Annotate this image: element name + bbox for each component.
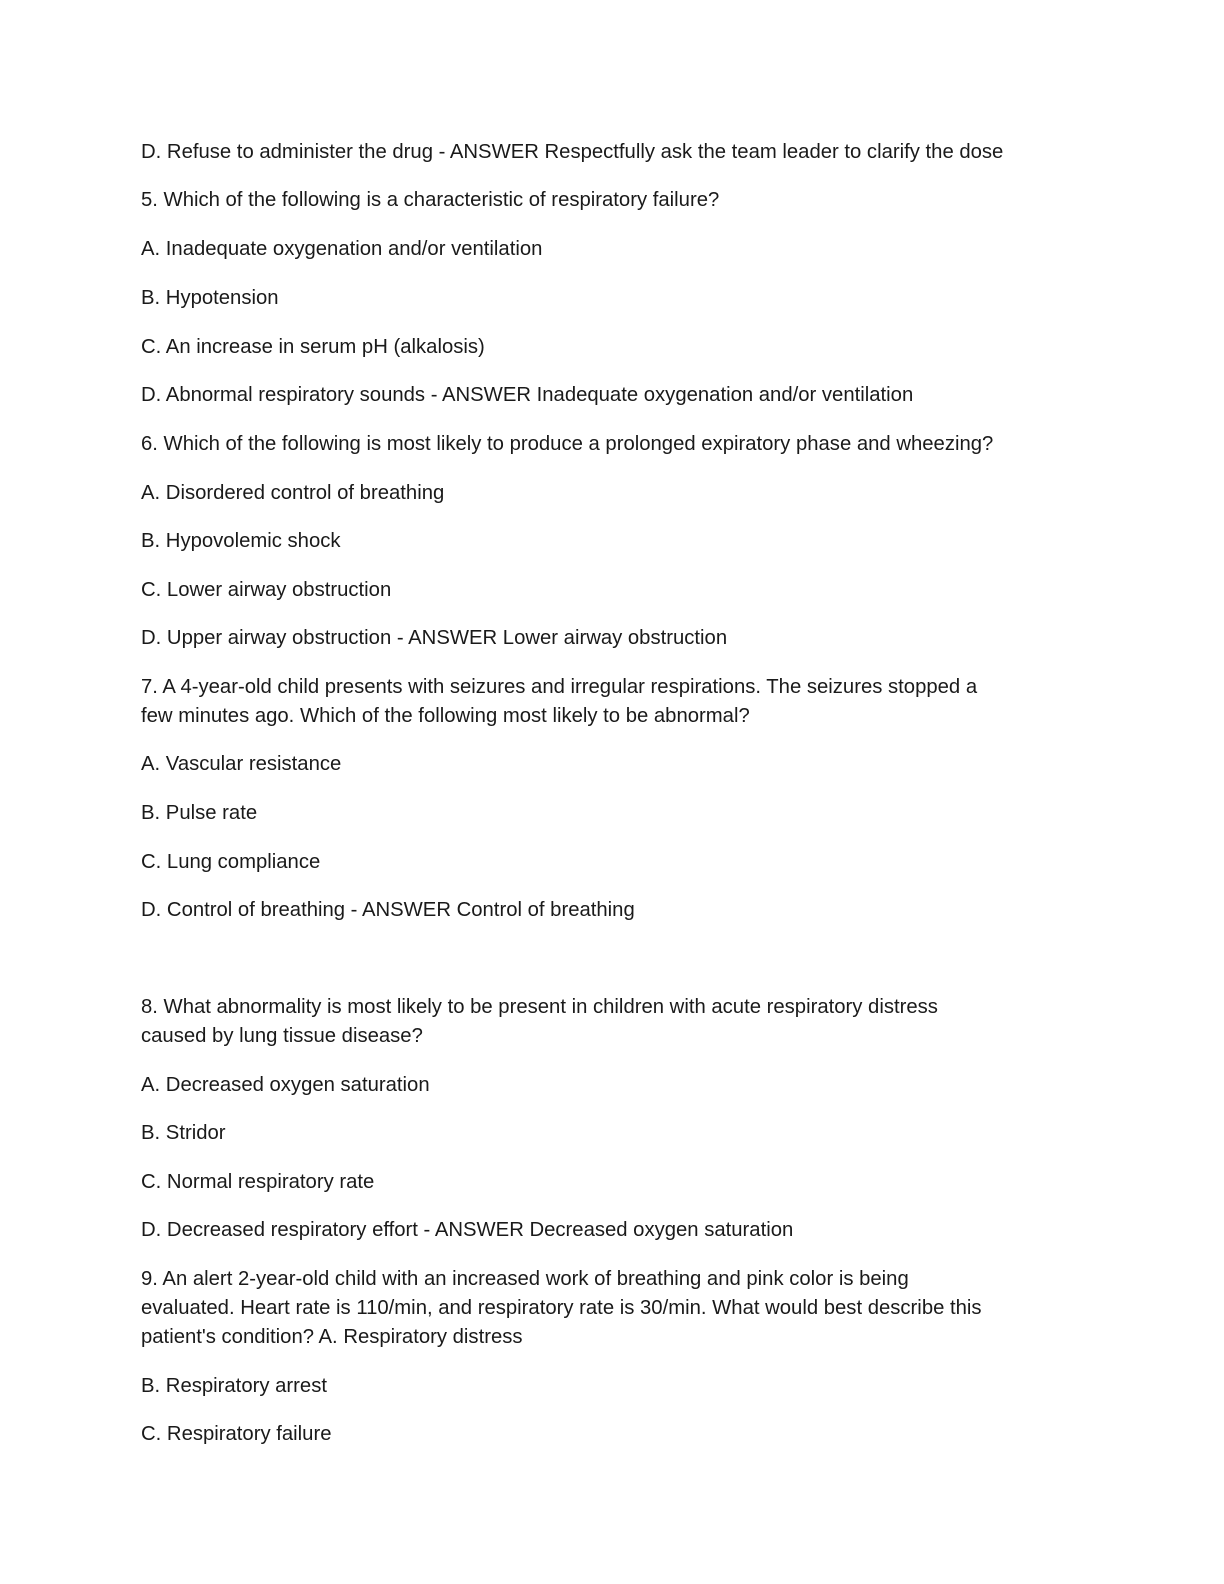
q5-option-a: A. Inadequate oxygenation and/or ventilation — [141, 238, 543, 260]
q9-question-line-3: patient's condition? A. Respiratory distress — [141, 1326, 523, 1348]
q6-option-a: A. Disordered control of breathing — [141, 482, 445, 504]
q9-question-line-2: evaluated. Heart rate is 110/min, and respiratory rate is 30/min. What would best describe this — [141, 1297, 982, 1319]
q7-option-c: C. Lung compliance — [141, 851, 321, 873]
q5-option-d-answer: D. Abnormal respiratory sounds - ANSWER Inadequate oxygenation and/or ventilation — [141, 384, 914, 406]
q9-option-b: B. Respiratory arrest — [141, 1375, 327, 1397]
q9-question-line-1: 9. An alert 2-year-old child with an increased work of breathing and pink color is being — [141, 1268, 909, 1290]
q8-option-c: C. Normal respiratory rate — [141, 1171, 375, 1193]
q5-option-c: C. An increase in serum pH (alkalosis) — [141, 336, 485, 358]
q7-option-a: A. Vascular resistance — [141, 753, 342, 775]
q5-question: 5. Which of the following is a characteristic of respiratory failure? — [141, 189, 720, 211]
q8-option-a: A. Decreased oxygen saturation — [141, 1074, 430, 1096]
q7-option-b: B. Pulse rate — [141, 802, 258, 824]
q6-option-b: B. Hypovolemic shock — [141, 530, 341, 552]
q6-option-c: C. Lower airway obstruction — [141, 579, 392, 601]
q6-question: 6. Which of the following is most likely to produce a prolonged expiratory phase and wheezing? — [141, 433, 994, 455]
q8-question-line-1: 8. What abnormality is most likely to be present in children with acute respiratory distress — [141, 996, 938, 1018]
q9-option-c: C. Respiratory failure — [141, 1423, 332, 1445]
q7-option-d-answer: D. Control of breathing - ANSWER Control of breathing — [141, 899, 635, 921]
q4-option-d-answer: D. Refuse to administer the drug - ANSWER Respectfully ask the team leader to clarify the dose — [141, 141, 1004, 163]
q8-option-d-answer: D. Decreased respiratory effort - ANSWER Decreased oxygen saturation — [141, 1219, 794, 1241]
q8-question-line-2: caused by lung tissue disease? — [141, 1025, 423, 1047]
q5-option-b: B. Hypotension — [141, 287, 279, 309]
q7-question-line-2: few minutes ago. Which of the following most likely to be abnormal? — [141, 705, 750, 727]
q7-question-line-1: 7. A 4-year-old child presents with seizures and irregular respirations. The seizures stopped a — [141, 676, 978, 698]
q8-option-b: B. Stridor — [141, 1122, 226, 1144]
q6-option-d-answer: D. Upper airway obstruction - ANSWER Lower airway obstruction — [141, 627, 728, 649]
